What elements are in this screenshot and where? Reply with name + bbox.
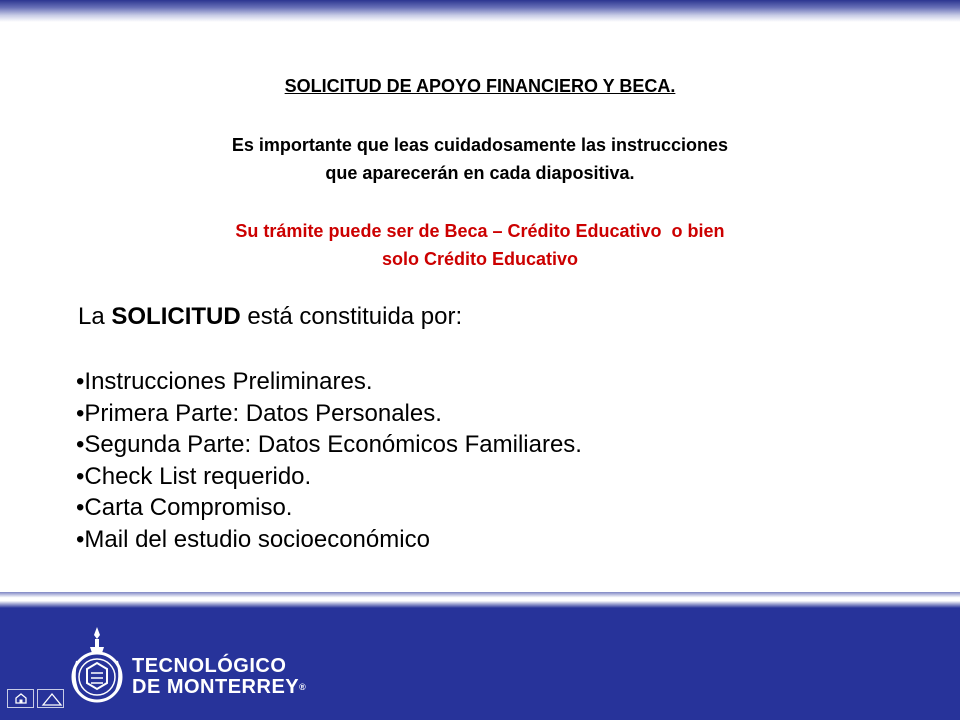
previous-icon xyxy=(38,690,65,709)
list-item: •Primera Parte: Datos Personales. xyxy=(76,399,442,427)
list-item: •Segunda Parte: Datos Económicos Familiares. xyxy=(76,431,582,458)
footer-separator-line xyxy=(0,592,960,608)
note-line-1: Su trámite puede ser de Beca – Crédito Educativo o bien xyxy=(235,221,725,241)
list-item: •Carta Compromiso. xyxy=(76,494,293,521)
list-item: •Check List requerido. xyxy=(76,462,312,490)
wordmark-line-2: DE MONTERREY® xyxy=(132,676,307,698)
institution-seal-logo xyxy=(66,625,128,705)
intro-text xyxy=(120,131,840,187)
registered-mark: ® xyxy=(299,682,307,692)
note-line-2: solo Crédito Educativo xyxy=(381,249,579,269)
lead-emphasis: SOLICITUD xyxy=(111,303,241,330)
lead-sentence xyxy=(78,303,462,331)
lead-prefix: La xyxy=(78,303,112,330)
previous-slide-button[interactable] xyxy=(37,689,64,708)
list-item: •Instrucciones Preliminares. xyxy=(76,368,373,395)
components-list xyxy=(76,366,582,555)
slide-title: SOLICITUD DE APOYO FINANCIERO Y BECA. xyxy=(284,76,676,96)
institution-wordmark xyxy=(132,656,306,698)
slide-navigation xyxy=(7,689,65,710)
home-icon xyxy=(8,690,35,709)
list-item: •Mail del estudio socioeconómico xyxy=(76,525,430,553)
home-button[interactable] xyxy=(7,689,34,708)
procedure-note xyxy=(120,217,840,273)
wordmark-line-1: TECNOLÓGICO xyxy=(132,655,287,677)
intro-line-1: Es importante que leas cuidadosamente las instrucciones xyxy=(231,135,729,155)
intro-line-2: que aparecerán en cada diapositiva. xyxy=(325,163,635,183)
lead-suffix: está constituida por: xyxy=(240,303,463,330)
